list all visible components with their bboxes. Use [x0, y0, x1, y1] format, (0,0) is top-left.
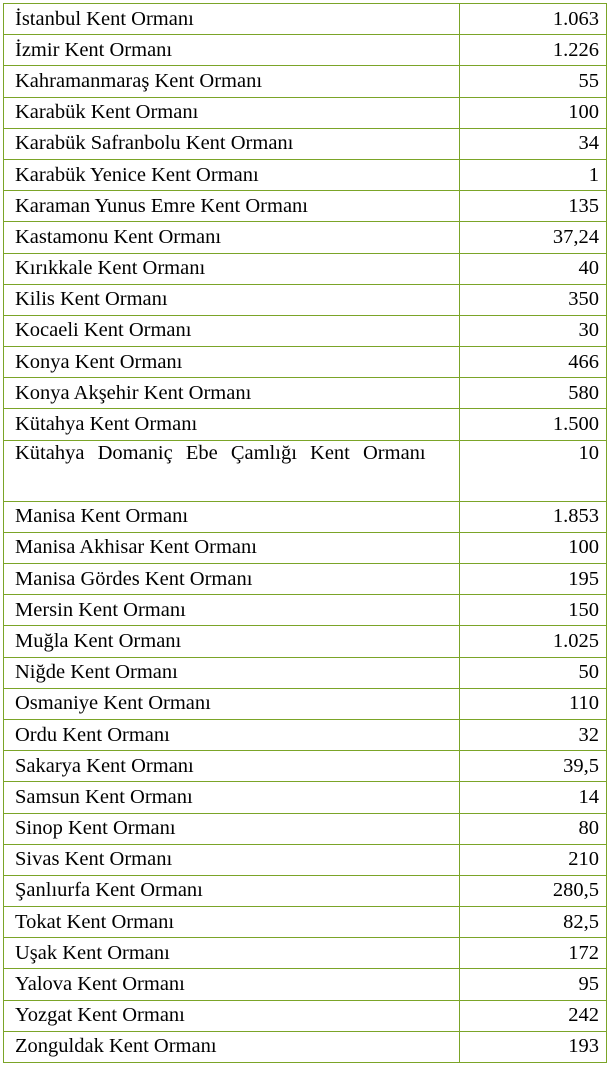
forest-name-cell: Kütahya Kent Ormanı — [4, 409, 460, 440]
forest-name-cell: Karabük Kent Ormanı — [4, 97, 460, 128]
forest-name-cell: Mersin Kent Ormanı — [4, 595, 460, 626]
forest-name-cell: Sinop Kent Ormanı — [4, 813, 460, 844]
table-row — [4, 688, 607, 719]
area-value-cell: 50 — [460, 657, 607, 688]
table-row — [4, 440, 607, 501]
area-value-cell: 580 — [460, 378, 607, 409]
area-value-cell: 1.853 — [460, 501, 607, 532]
forest-name-cell: Kastamonu Kent Ormanı — [4, 222, 460, 253]
table-row — [4, 4, 607, 35]
table-row — [4, 875, 607, 906]
forest-name-cell: Karabük Safranbolu Kent Ormanı — [4, 128, 460, 159]
table-row — [4, 813, 607, 844]
area-value-cell: 195 — [460, 564, 607, 595]
forest-name-cell: Yalova Kent Ormanı — [4, 969, 460, 1000]
forest-name-cell: Osmaniye Kent Ormanı — [4, 688, 460, 719]
table-body — [4, 4, 607, 1063]
area-value-cell: 80 — [460, 813, 607, 844]
area-value-cell: 95 — [460, 969, 607, 1000]
table-row — [4, 751, 607, 782]
forest-name-cell: Niğde Kent Ormanı — [4, 657, 460, 688]
table-row — [4, 532, 607, 563]
area-value-cell: 40 — [460, 253, 607, 284]
table-row — [4, 782, 607, 813]
area-value-cell: 1.500 — [460, 409, 607, 440]
area-value-cell: 30 — [460, 315, 607, 346]
area-value-cell: 39,5 — [460, 751, 607, 782]
area-value-cell: 350 — [460, 284, 607, 315]
table-row — [4, 378, 607, 409]
forest-name-cell: Konya Kent Ormanı — [4, 347, 460, 378]
forest-name-cell: Konya Akşehir Kent Ormanı — [4, 378, 460, 409]
table-row — [4, 222, 607, 253]
table-row — [4, 938, 607, 969]
table-row — [4, 1031, 607, 1062]
area-value-cell: 280,5 — [460, 875, 607, 906]
table-row — [4, 501, 607, 532]
table-row — [4, 35, 607, 66]
area-value-cell: 110 — [460, 688, 607, 719]
table-row — [4, 595, 607, 626]
forest-name-cell: Kırıkkale Kent Ormanı — [4, 253, 460, 284]
area-value-cell: 32 — [460, 719, 607, 750]
area-value-cell: 100 — [460, 532, 607, 563]
area-value-cell: 100 — [460, 97, 607, 128]
forest-name-cell: Manisa Akhisar Kent Ormanı — [4, 532, 460, 563]
table-row — [4, 253, 607, 284]
area-value-cell: 1.226 — [460, 35, 607, 66]
forest-name-cell: Samsun Kent Ormanı — [4, 782, 460, 813]
forest-name-cell: Muğla Kent Ormanı — [4, 626, 460, 657]
city-forest-table-container — [3, 3, 606, 1065]
table-row — [4, 284, 607, 315]
forest-name-cell: Kahramanmaraş Kent Ormanı — [4, 66, 460, 97]
city-forest-table — [3, 3, 607, 1063]
area-value-cell: 82,5 — [460, 907, 607, 938]
area-value-cell: 1.063 — [460, 4, 607, 35]
table-row — [4, 844, 607, 875]
table-row — [4, 907, 607, 938]
table-row — [4, 969, 607, 1000]
forest-name-cell: Yozgat Kent Ormanı — [4, 1000, 460, 1031]
forest-name-cell: Manisa Gördes Kent Ormanı — [4, 564, 460, 595]
forest-name-cell: Kilis Kent Ormanı — [4, 284, 460, 315]
forest-name-cell: Uşak Kent Ormanı — [4, 938, 460, 969]
forest-name-cell: Karabük Yenice Kent Ormanı — [4, 159, 460, 190]
table-row — [4, 315, 607, 346]
forest-name-cell: Zonguldak Kent Ormanı — [4, 1031, 460, 1062]
forest-name-cell: İzmir Kent Ormanı — [4, 35, 460, 66]
area-value-cell: 172 — [460, 938, 607, 969]
area-value-cell: 10 — [460, 440, 607, 501]
forest-name-cell: Karaman Yunus Emre Kent Ormanı — [4, 191, 460, 222]
table-row — [4, 626, 607, 657]
area-value-cell: 210 — [460, 844, 607, 875]
area-value-cell: 150 — [460, 595, 607, 626]
table-row — [4, 409, 607, 440]
area-value-cell: 1 — [460, 159, 607, 190]
forest-name-cell: Tokat Kent Ormanı — [4, 907, 460, 938]
table-row — [4, 564, 607, 595]
area-value-cell: 466 — [460, 347, 607, 378]
table-row — [4, 719, 607, 750]
forest-name-cell: Sivas Kent Ormanı — [4, 844, 460, 875]
area-value-cell: 14 — [460, 782, 607, 813]
table-row — [4, 159, 607, 190]
forest-name-cell: Şanlıurfa Kent Ormanı — [4, 875, 460, 906]
area-value-cell: 55 — [460, 66, 607, 97]
table-row — [4, 66, 607, 97]
area-value-cell: 1.025 — [460, 626, 607, 657]
area-value-cell: 242 — [460, 1000, 607, 1031]
table-row — [4, 347, 607, 378]
area-value-cell: 135 — [460, 191, 607, 222]
table-row — [4, 657, 607, 688]
area-value-cell: 34 — [460, 128, 607, 159]
table-row — [4, 1000, 607, 1031]
table-row — [4, 191, 607, 222]
forest-name-cell: İstanbul Kent Ormanı — [4, 4, 460, 35]
forest-name-cell: Ordu Kent Ormanı — [4, 719, 460, 750]
table-row — [4, 97, 607, 128]
forest-name-cell: Manisa Kent Ormanı — [4, 501, 460, 532]
forest-name-cell: Kütahya Domaniç Ebe Çamlığı Kent Ormanı — [4, 440, 460, 501]
forest-name-cell: Kocaeli Kent Ormanı — [4, 315, 460, 346]
area-value-cell: 37,24 — [460, 222, 607, 253]
forest-name-cell: Sakarya Kent Ormanı — [4, 751, 460, 782]
table-row — [4, 128, 607, 159]
area-value-cell: 193 — [460, 1031, 607, 1062]
